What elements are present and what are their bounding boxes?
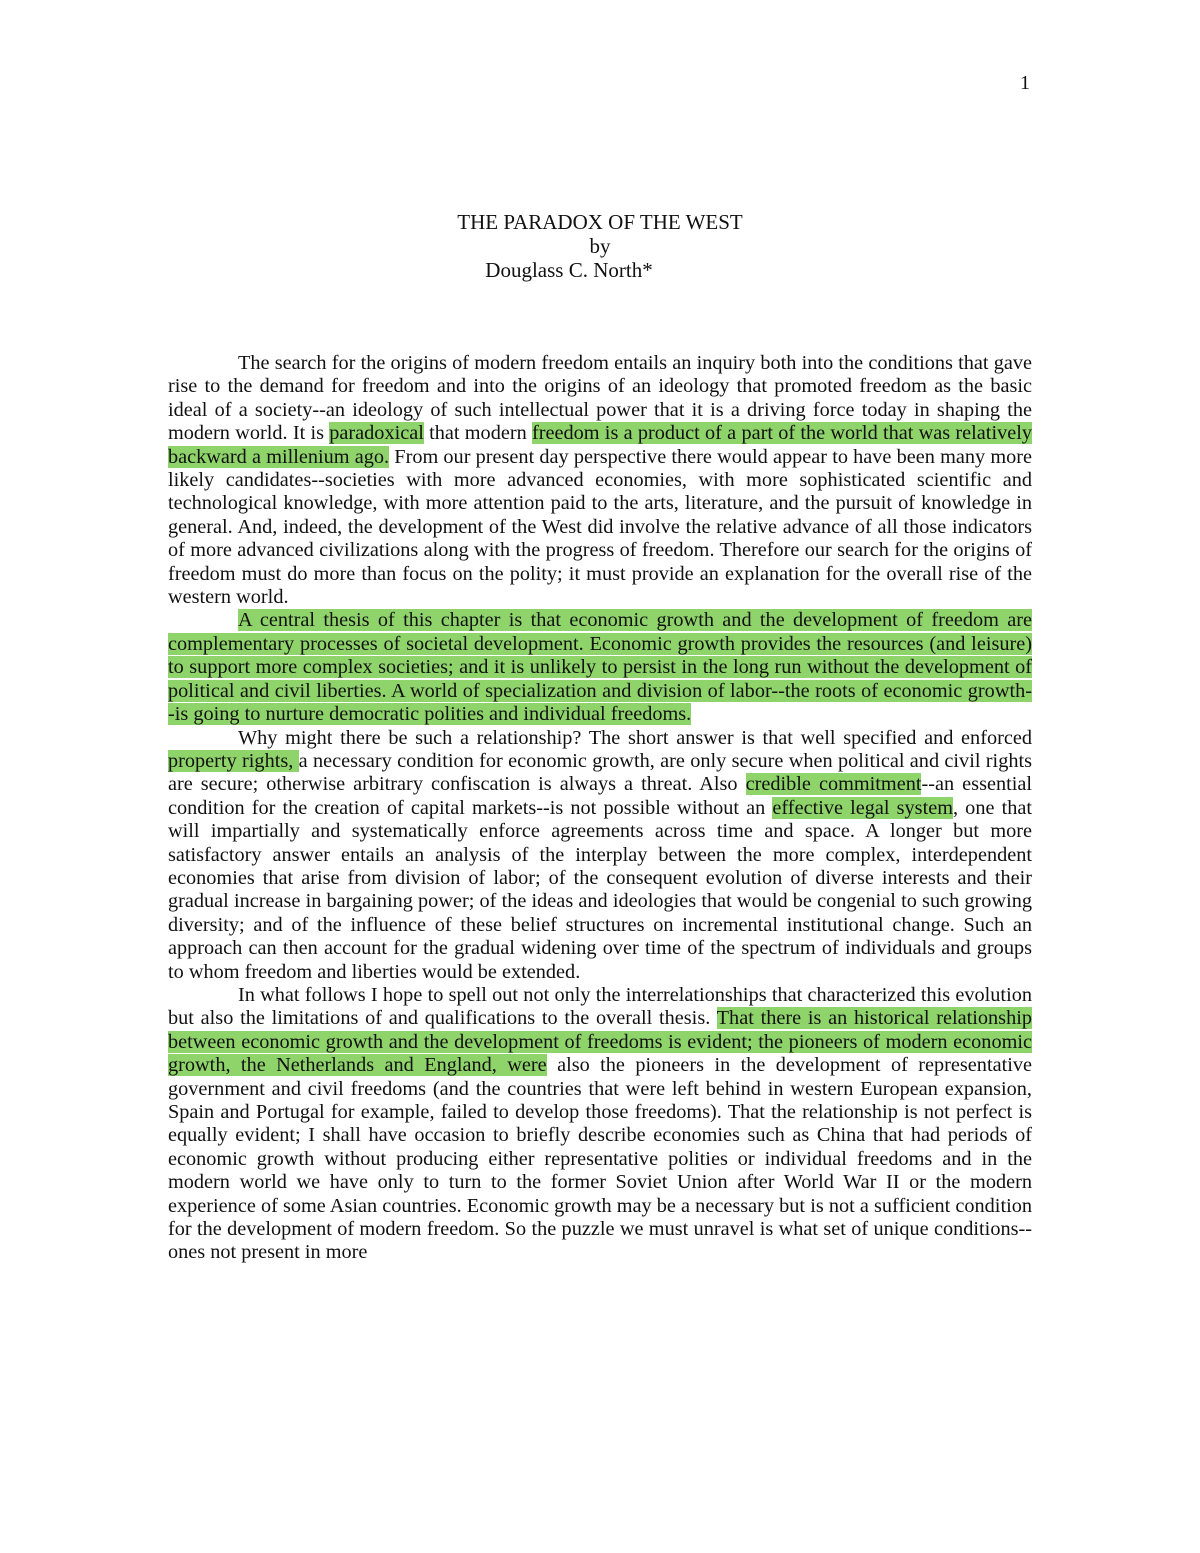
- body-text: [168, 352, 1032, 1265]
- paragraph-3: [168, 727, 1032, 984]
- text-segment: Why might there be such a relationship? The short answer is that well specified and enforced: [238, 726, 1032, 749]
- highlight: effective legal system: [772, 796, 953, 819]
- page-number: 1: [1020, 72, 1030, 94]
- paragraph-1: [168, 352, 1032, 609]
- text-segment: From our present day perspective there would appear to have been many more likely candidates--societies with more advanced economies, with more sophisticated scientific and technological knowledge, with more attention paid to the arts, literature, and the pursuit of knowledge in general. And, indeed, the development of the West did involve the relative advance of all those indicators of more advanced civilizations along with the progress of freedom. Therefore our search for the origins of freedom must do more than focus on the polity; it must provide an explanation for the overall rise of the western world.: [168, 445, 1032, 609]
- text-segment: also the pioneers in the development of representative government and civil freedoms (and the countries that were left behind in western European expansion, Spain and Portugal for example, failed to develop those freedoms). That the relationship is not perfect is equally evident; I shall have occasion to briefly describe economies such as China that had periods of economic growth without producing either representative polities or individual freedoms and in the modern world we have only to turn to the former Soviet Union after World War II or the modern experience of some Asian countries. Economic growth may be a necessary but is not a sufficient condition for the development of modern freedom. So the puzzle we must unravel is what set of unique conditions--ones not present in more: [168, 1054, 1032, 1264]
- text-segment: , one that will impartially and systematically enforce agreements across time and space. A longer but more satisfactory answer entails an analysis of the interplay between the more complex, interdependent economies that arise from division of labor; of the consequent evolution of diverse interests and their gradual increase in bargaining power; of the ideas and ideologies that would be congenial to such growing diversity; and of the influence of these belief structures on incremental institutional change. Such an approach can then account for the gradual widening over time of the spectrum of individuals and groups to whom freedom and liberties would be extended.: [168, 796, 1033, 983]
- text-segment: that modern: [423, 422, 532, 445]
- by-line: by: [589, 234, 611, 258]
- text-segment: The search for the origins of modern freedom entails an inquiry both into the conditions that gave rise to the demand for freedom and into the origins of an ideology that promoted freedom as the basic ideal of a society--an ideology of such intellectual power that it is a driving force today in shaping the modern world. It is: [168, 352, 1032, 445]
- text-segment: a necessary condition for economic growth, are only secure when political and civil rights are secure; otherwise arbitrary confiscation is always a threat. Also: [168, 749, 1032, 796]
- highlight: paradoxical: [329, 422, 424, 445]
- highlight: property rights,: [168, 749, 299, 772]
- author-name: Douglass C. North*: [485, 258, 653, 282]
- text-segment: --an essential condition for the creation of capital markets--is not possible without an: [168, 773, 1033, 819]
- paragraph-4: [168, 984, 1032, 1265]
- highlight: freedom is a product of a part of the world that was relatively backward a millenium ago.: [168, 422, 1032, 468]
- paragraph-2: [168, 609, 1032, 726]
- text-segment: In what follows I hope to spell out not only the interrelationships that characterized this evolution but also the limitations of and qualifications to the overall thesis.: [168, 983, 1032, 1030]
- paper-title: THE PARADOX OF THE WEST: [457, 210, 743, 234]
- highlight: A central thesis of this chapter is that economic growth and the development of freedom are complementary processes of societal development. Economic growth provides the resources (and leisure) to support more complex societies; and it is unlikely to persist in the long run without the development of political and civil liberties. A world of specialization and division of labor--the roots of economic growth--is going to nurture democratic polities and individual freedoms.: [168, 609, 1032, 726]
- title-block: [0, 210, 1200, 282]
- highlight: That there is an historical relationship between economic growth and the development of freedoms is evident; the pioneers of modern economic growth, the Netherlands and England, were: [168, 1007, 1032, 1077]
- highlight: credible commitment: [745, 773, 922, 796]
